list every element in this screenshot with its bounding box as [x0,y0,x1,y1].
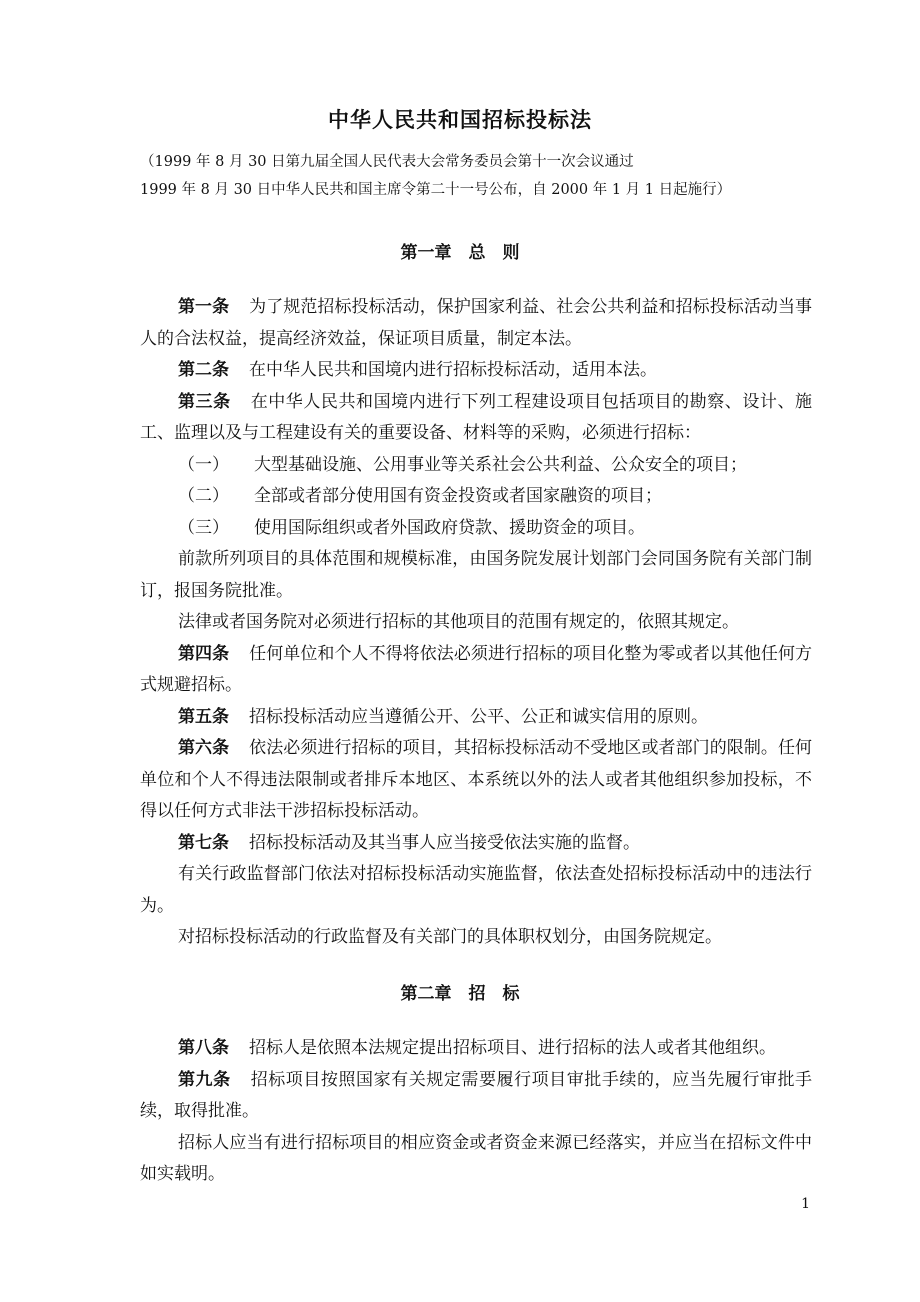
chapter-2-body [140,1033,812,1191]
article-5 [140,702,812,734]
chapter-1-body [140,292,812,954]
list-item-number: （二） [178,486,229,506]
article-label: 第二条 [178,360,229,380]
article-text: 任何单位和个人不得将依法必须进行招标的项目化整为零或者以其他任何方式规避招标。 [140,643,812,695]
article-3-paragraph-3: 法律或者国务院对必须进行招标的其他项目的范围有规定的，依照其规定。 [178,612,739,632]
list-item-number: （三） [178,517,229,538]
article-text: 在中华人民共和国境内进行招标投标活动，适用本法。 [249,360,657,380]
list-item [140,481,812,513]
article-label: 第三条 [178,391,231,412]
article-label: 第七条 [178,832,229,853]
article-text: 依法必须进行招标的项目，其招标投标活动不受地区或者部门的限制。任何单位和个人不得违法限制或者排斥本地区、本系统以外的法人或者其他组织参加投标，不得以任何方式非法干涉招标投标活动。 [140,738,812,821]
chapter-1-heading: 第一章 总 则 [400,243,520,263]
list-item-text: 全部或者部分使用国有资金投资或者国家融资的项目； [254,486,662,506]
article-label: 第一条 [178,297,230,317]
article-9-paragraph-2: 招标人应当有进行招标项目的相应资金或者资金来源已经落实，并应当在招标文件中如实载明。 [140,1132,812,1184]
list-item-text: 大型基础设施、公用事业等关系社会公共利益、公众安全的项目； [254,454,747,475]
article-4 [140,639,812,702]
article-label: 第六条 [178,738,230,758]
list-item-text: 使用国际组织或者外国政府贷款、援助资金的项目。 [254,517,645,538]
article-1 [140,292,812,355]
article-label: 第四条 [178,643,230,664]
article-7-paragraph-3: 对招标投标活动的行政监督及有关部门的具体职权划分，由国务院规定。 [178,927,722,947]
page-number: 1 [801,1196,810,1212]
article-text: 为了规范招标投标活动，保护国家利益、社会公共利益和招标投标活动当事人的合法权益，提高经济效益，保证项目质量，制定本法。 [140,297,812,349]
article-text: 招标投标活动及其当事人应当接受依法实施的监督。 [249,832,640,853]
article-text: 在中华人民共和国境内进行下列工程建设项目包括项目的勘察、设计、施工、监理以及与工程建设有关的重要设备、材料等的采购，必须进行招标： [140,391,813,443]
promulgation-note: 1999 年 8 月 30 日中华人民共和国主席令第二十一号公布，自 2000 年 1 月 1 日起施行） [140,182,732,198]
article-text: 招标投标活动应当遵循公开、公平、公正和诚实信用的原则。 [249,706,708,727]
list-item [140,513,812,545]
chapter-2-heading: 第二章 招 标 [400,984,520,1004]
article-7-paragraph-2: 有关行政监督部门依法对招标投标活动实施监督，依法查处招标投标活动中的违法行为。 [140,864,812,916]
article-text: 招标项目按照国家有关规定需要履行项目审批手续的，应当先履行审批手续，取得批准。 [140,1069,813,1121]
article-8 [140,1033,812,1065]
document-title: 中华人民共和国招标投标法 [328,108,592,132]
article-text: 招标人是依照本法规定提出招标项目、进行招标的法人或者其他组织。 [249,1038,776,1058]
article-label: 第五条 [178,706,229,727]
article-3-paragraph-2: 前款所列项目的具体范围和规模标准，由国务院发展计划部门会同国务院有关部门制订，报国务院批准。 [140,549,812,601]
article-9 [140,1065,812,1128]
list-item-number: （一） [178,454,229,475]
article-6 [140,733,812,828]
article-3 [140,387,812,450]
article-7 [140,828,812,860]
adoption-note: （1999 年 8 月 30 日第九届全国人民代表大会常务委员会第十一次会议通过 [140,154,634,170]
article-2 [140,355,812,387]
article-label: 第九条 [178,1069,231,1090]
article-label: 第八条 [178,1038,229,1058]
list-item [140,450,812,482]
